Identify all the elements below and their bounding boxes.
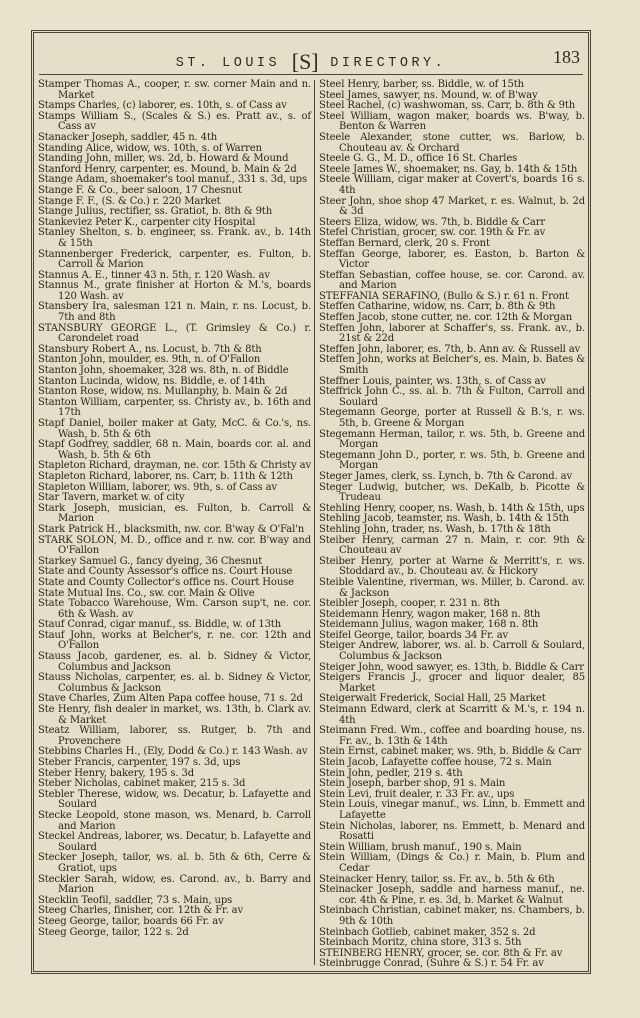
directory-entry: Stein William, brush manuf., 190 s. Main: [319, 841, 522, 853]
page-header: [34, 41, 588, 74]
directory-entry: Steber Nicholas, cabinet maker, 215 s. 3d: [38, 778, 246, 790]
directory-entry: Stehling Henry, cooper, ns. Wash, b. 14th & 15th, ups: [319, 502, 585, 514]
directory-entry: Stein Nicholas, laborer, ns. Emmett, b. Menard and Rosatti: [319, 820, 585, 843]
directory-entry: Stauf John, works at Belcher's, r. ne. cor. 12th and O'Fallon: [38, 629, 311, 652]
directory-entry: Steel Rachel, (c) washwoman, ss. Carr, b. 8th & 9th: [319, 100, 576, 112]
directory-entry: STARK SOLON, M. D., office and r. nw. cor. B'way and O'Fallon: [38, 534, 311, 557]
directory-entry: Stein Joseph, barber shop, 91 s. Main: [319, 778, 506, 790]
directory-entry: Steigerwalt Frederick, Social Hall, 25 Market: [319, 693, 546, 705]
directory-entry: Stegemann Herman, tailor, r. ws. 5th, b. Greene and Morgan: [319, 428, 585, 451]
directory-entry: Stapleton Richard, drayman, ne. cor. 15th & Christy av: [38, 460, 312, 472]
directory-entry: Stange Adam, shoemaker's tool manuf., 331 s. 3d, ups: [38, 174, 307, 186]
directory-entry: Steiger John, wood sawyer, es. 13th, b. Biddle & Carr: [319, 661, 584, 673]
directory-entry: Stange F. F., (S. & Co.) r. 220 Market: [38, 195, 221, 207]
directory-entry: STEFFANIA SERAFINO, (Bullo & S.) r. 61 n. Front: [319, 290, 569, 302]
directory-entry: Steibler Joseph, cooper, r. 231 n. 8th: [319, 598, 500, 610]
directory-entry: Stanley Shelton, s. b. engineer, ss. Frank. av., b. 14th & 15th: [38, 227, 311, 249]
directory-entry: Stanton Lucinda, widow, ns. Biddle, e. of 14th: [38, 375, 266, 387]
directory-entry: Stannus M., grate finisher at Horton & M.'s, boards 120 Wash. av: [38, 280, 311, 302]
directory-entry: Stecklin Teofil, saddler, 73 s. Main, ups: [38, 894, 233, 906]
directory-entry: Stapleton William, laborer, ws. 9th, s. of Cass av: [38, 481, 277, 493]
directory-entry: Steinacker Henry, tailor, ss. Fr. av., b. 5th & 6th: [319, 873, 555, 885]
running-title: [34, 49, 588, 75]
directory-entry: Steiger Andrew, laborer, ws. al. b. Carroll & Soulard, Columbus & Jackson: [319, 640, 585, 663]
directory-entry: Stamps Charles, (c) laborer, es. 10th, s. of Cass av: [38, 100, 287, 112]
directory-entry: Stanacker Joseph, saddler, 45 n. 4th: [38, 131, 218, 143]
directory-entry: Steel Henry, barber, ss. Biddle, w. of 15th: [319, 79, 524, 90]
directory-entry: Stein William, (Dings & Co.) r. Main, b. Plum and Cedar: [319, 852, 585, 874]
directory-entry: Steer John, shoe shop 47 Market, r. es. Walnut, b. 2d & 3d: [319, 195, 585, 218]
directory-entry: Steeg George, tailor, boards 66 Fr. av: [38, 915, 224, 927]
directory-entry: Stansbury Robert A., ns. Locust, b. 7th & 8th: [38, 343, 262, 355]
directory-entry: Stamps William S., (Scales & S.) es. Pratt av., s. of Cass av: [38, 110, 311, 133]
right-column: [319, 79, 585, 970]
column-divider: [314, 80, 315, 965]
directory-entry: Steers Eliza, widow, ws. 7th, b. Biddle & Carr: [319, 216, 546, 228]
directory-entry: Stark Patrick H., blacksmith, nw. cor. B'way & O'Fal'n: [38, 523, 305, 535]
directory-entry: Stauss Nicholas, carpenter, es. al. b. Sidney & Victor, Columbus & Jackson: [38, 672, 311, 694]
directory-entry: Stefel Christian, grocer, sw. cor. 19th & Fr. av: [319, 227, 546, 239]
directory-entry: Steidemann Julius, wagon maker, 168 n. 8th: [319, 619, 539, 631]
directory-entry: Steiber Henry, carman 27 n. Main, r. cor. 9th & Chouteau av: [319, 534, 585, 557]
directory-entry: Steffen John, works at Belcher's, es. Main, b. Bates & Smith: [319, 354, 585, 377]
title-directory: DIRECTORY.: [330, 56, 447, 71]
directory-entry: Steinbach Gotlieb, cabinet maker, 352 s. 2d: [319, 926, 536, 938]
directory-entry: Stebler Therese, widow, ws. Decatur, b. Lafayette and Soulard: [38, 788, 311, 811]
directory-entry: Stange F. & Co., beer saloon, 17 Chesnut: [38, 184, 242, 196]
directory-entry: Steel William, wagon maker, boards ws. B'way, b. Benton & Warren: [319, 110, 585, 133]
directory-entry: Stapf Daniel, boiler maker at Gaty, McC. & Co.'s, ns. Wash, b. 5th & 6th: [38, 418, 311, 440]
directory-entry: Steifel George, tailor, boards 34 Fr. av: [319, 629, 509, 641]
directory-entry: Steatz William, laborer, ss. Rutger, b. 7th and Provenchere: [38, 725, 311, 747]
directory-entry: Steger Ludwig, butcher, ws. DeKalb, b. Picotte & Trudeau: [319, 481, 585, 504]
directory-entry: Stanton John, shoemaker, 328 ws. 8th, n. of Biddle: [38, 365, 289, 377]
directory-entry: Stanton William, carpenter, ss. Christy av., b. 16th and 17th: [38, 396, 311, 419]
directory-entry: Stapleton Richard, laborer, ns. Carr, b. 11th & 12th: [38, 470, 293, 482]
directory-entry: STEINBERG HENRY, grocer, se. cor. 8th & Fr. av: [319, 947, 563, 959]
directory-entry: Stecker Joseph, tailor, ws. al. b. 5th & 6th, Cerre & Gratiot, ups: [38, 852, 311, 874]
page-number: 183: [553, 47, 580, 67]
directory-entry: Stehling Jacob, teamster, ns. Wash, b. 14th & 15th: [319, 513, 569, 525]
directory-entry: Steigers Francis J., grocer and liquor dealer, 85 Market: [319, 672, 585, 694]
directory-entry: Steible Valentine, riverman, ws. Miller, b. Carond. av. & Jackson: [319, 576, 585, 599]
directory-entry: Steel James, sawyer, ns. Mound, w. of B'way: [319, 89, 538, 101]
directory-entry: Stehling John, trader, ns. Wash, b. 17th & 18th: [319, 523, 551, 535]
directory-entry: Stankeviez Peter K., carpenter city Hospital: [38, 216, 256, 228]
directory-entry: Steinbrugge Conrad, (Suhre & S.) r. 54 Fr. av: [319, 958, 544, 970]
directory-entry: Steinacker Joseph, saddle and harness manuf., ne. cor. 4th & Pine, r. es. 3d, b. Market & Walnut: [319, 884, 585, 906]
directory-entry: Stanton John, moulder, es. 9th, n. of O'Fallon: [38, 354, 261, 366]
directory-entry: Stecke Leopold, stone mason, ws. Menard, b. Carroll and Marion: [38, 809, 311, 832]
directory-entry: Steimann Edward, clerk at Scarritt & M.'s, r. 194 n. 4th: [319, 704, 585, 726]
directory-entry: Steckel Andreas, laborer, ws. Decatur, b. Lafayette and Soulard: [38, 831, 311, 853]
directory-entry: Steiber Henry, porter at Warne & Merritt's, r. ws. Stoddard av., b. Chouteau av. & Hickory: [319, 555, 585, 578]
directory-entry: Steimann Fred. Wm., coffee and boarding house, ns. Fr. av., b. 13th & 14th: [319, 725, 585, 747]
directory-entry: Steffan George, laborer, es. Easton, b. Barton & Victor: [319, 248, 585, 271]
directory-entry: Steger James, clerk, ss. Lynch, b. 7th & Carond. av: [319, 470, 573, 482]
directory-entry: Steber Henry, bakery, 195 s. 3d: [38, 767, 195, 779]
directory-entry: Stein Levi, fruit dealer, r. 33 Fr. av., ups: [319, 788, 515, 800]
directory-entry: Stansbery Ira, salesman 121 n. Main, r. ns. Locust, b. 7th and 8th: [38, 301, 311, 324]
directory-entry: State Tobacco Warehouse, Wm. Carson sup't, ne. cor. 6th & Wash. av: [38, 598, 311, 620]
directory-entry: Steber Francis, carpenter, 197 s. 3d, ups: [38, 757, 241, 768]
directory-entry: Steele William, cigar maker at Covert's, boards 16 s. 4th: [319, 174, 585, 196]
directory-entry: Steckler Sarah, widow, es. Carond. av., b. Barry and Marion: [38, 873, 311, 896]
directory-entry: Ste Henry, fish dealer in market, ws. 13th, b. Clark av. & Market: [38, 704, 311, 726]
directory-entry: Steffan Sebastian, coffee house, se. cor. Carond. av. and Marion: [319, 269, 585, 292]
directory-entry: Steidemann Henry, wagon maker, 168 n. 8th: [319, 608, 541, 620]
directory-entry: Stegemann George, porter at Russell & B.'s, r. ws. 5th, b. Greene & Morgan: [319, 407, 585, 429]
directory-entry: Stark Joseph, musician, es. Fulton, b. Carroll & Marion: [38, 502, 311, 525]
directory-entry: Stapf Godfrey, saddler, 68 n. Main, boards cor. al. and Wash, b. 5th & 6th: [38, 439, 311, 461]
directory-columns: [38, 79, 585, 970]
directory-entry: Stauf Conrad, cigar manuf., ss. Biddle, w. of 13th: [38, 619, 282, 631]
left-column: [38, 80, 311, 965]
directory-entry: Steffen Catharine, widow, ns. Carr, b. 8th & 9th: [319, 301, 556, 313]
directory-page: [31, 30, 591, 974]
directory-entry: Starkey Samuel G., fancy dyeing, 36 Chesnut: [38, 555, 263, 567]
directory-entry: Stange Julius, rectifier, ss. Gratiot, b. 8th & 9th: [38, 206, 273, 218]
directory-entry: Steffen Jacob, stone cutter, ne. cor. 12th & Morgan: [319, 312, 573, 324]
directory-entry: Steele G. G., M. D., office 16 St. Charles: [319, 153, 518, 165]
directory-entry: Steffner Louis, painter, ws. 13th, s. of Cass av: [319, 375, 546, 387]
directory-entry: Steinbach Christian, cabinet maker, ns. Chambers, b. 9th & 10th: [319, 905, 585, 927]
directory-entry: Stannenberger Frederick, carpenter, es. Fulton, b. Carroll & Marion: [38, 248, 311, 271]
directory-entry: Stegemann John D., porter, r. ws. 5th, b. Greene and Morgan: [319, 449, 585, 472]
directory-entry: Stein Jacob, Lafayette coffee house, 72 s. Main: [319, 757, 552, 768]
directory-entry: Steffen John, laborer, es. 7th, b. Ann av. & Russell av: [319, 343, 581, 355]
directory-entry: Steeg Charles, finisher, cor. 12th & Fr. av: [38, 905, 244, 917]
directory-entry: State and County Collector's office ns. Court House: [38, 576, 294, 588]
title-letter: [S]: [291, 49, 319, 74]
directory-entry: Stebbins Charles H., (Ely, Dodd & Co.) r. 143 Wash. av: [38, 746, 308, 758]
directory-entry: Standing John, miller, ws. 2d, b. Howard & Mound: [38, 153, 289, 165]
directory-entry: Steeg George, tailor, 122 s. 2d: [38, 926, 189, 938]
directory-entry: Star Tavern, market w. of city: [38, 492, 185, 504]
directory-entry: Stanford Henry, carpenter, es. Mound, b. Main & 2d: [38, 163, 297, 175]
directory-entry: State Mutual Ins. Co., sw. cor. Main & Olive: [38, 587, 255, 599]
directory-entry: Stave Charles, Zum Alten Papa coffee house, 71 s. 2d: [38, 693, 303, 705]
directory-entry: State and County Assessor's office ns. Court House: [38, 566, 293, 578]
directory-entry: Stein Louis, vinegar manuf., ws. Linn, b. Emmett and Lafayette: [319, 799, 585, 821]
directory-entry: Stannus A. E., tinner 43 n. 5th, r. 120 Wash. av: [38, 269, 270, 281]
directory-entry: STANSBURY GEORGE L., (T. Grimsley & Co.) r. Carondelet road: [38, 322, 311, 345]
directory-entry: Steele James W., shoemaker, ns. Gay, b. 14th & 15th: [319, 163, 578, 175]
directory-entry: Standing Alice, widow, ws. 10th, s. of Warren: [38, 142, 262, 154]
directory-entry: Stauss Jacob, gardener, es. al. b. Sidney & Victor, Columbus and Jackson: [38, 651, 311, 673]
directory-entry: Steele Alexander, stone cutter, ws. Barlow, b. Chouteau av. & Orchard: [319, 131, 585, 154]
directory-entry: Stein Ernst, cabinet maker, ws. 9th, b. Biddle & Carr: [319, 746, 582, 758]
directory-entry: Steinbach Moritz, china store, 313 s. 5th: [319, 937, 522, 949]
directory-entry: Stamper Thomas A., cooper, r. sw. corner Main and n. Market: [38, 79, 311, 101]
title-city: ST. LOUIS: [175, 56, 281, 71]
directory-entry: Stanton Rose, widow, ns. Mullanphy, b. Main & 2d: [38, 386, 288, 398]
directory-entry: Steffen John, laborer at Schaffer's, ss. Frank. av., b. 21st & 22d: [319, 322, 585, 345]
directory-entry: Stein John, pedler, 219 s. 4th: [319, 767, 463, 779]
header-rule: [39, 74, 583, 75]
directory-entry: Steffrick John C., ss. al. b. 7th & Fulton, Carroll and Soulard: [319, 386, 585, 408]
directory-entry: Steffan Bernard, clerk, 20 s. Front: [319, 237, 490, 249]
